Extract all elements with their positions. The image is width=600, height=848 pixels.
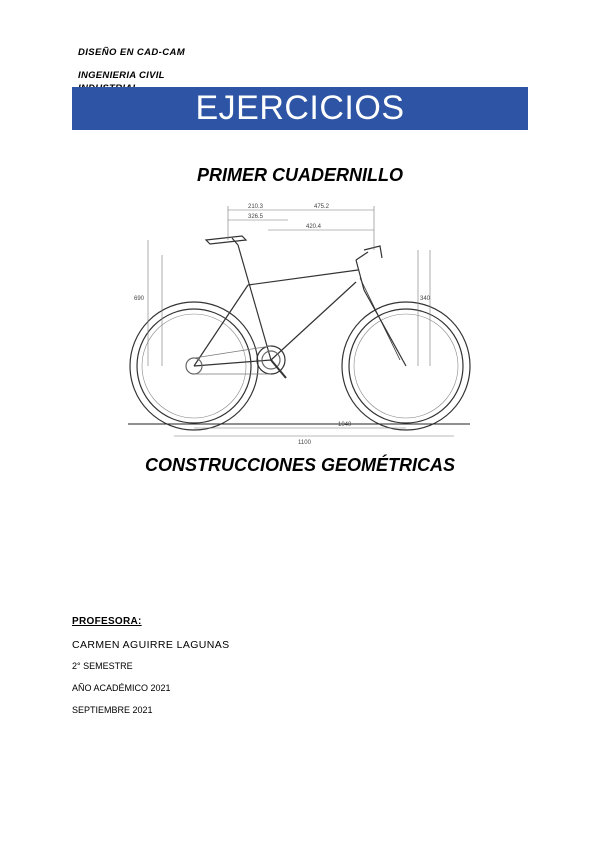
dim-label: 1100 — [298, 440, 311, 446]
academic-year-text: AÑO ACADÉMICO 2021 — [72, 683, 171, 693]
subtitle-primer-cuadernillo: PRIMER CUADERNILLO — [197, 165, 403, 185]
dim-label: 420.4 — [306, 224, 322, 230]
degree-name: INGENIERIA CIVIL — [78, 70, 165, 81]
down-tube — [271, 282, 356, 360]
professor-label: PROFESORA: — [72, 616, 142, 627]
dim-label: 326.5 — [248, 214, 264, 220]
dim-label: 475.2 — [314, 204, 330, 210]
top-tube — [248, 270, 358, 285]
dim-label: 340 — [420, 296, 431, 302]
subtitle-construcciones: CONSTRUCCIONES GEOMÉTRICAS — [144, 455, 456, 475]
seat-tube — [238, 245, 271, 360]
semester-text: 2° SEMESTRE — [72, 661, 133, 671]
saddle — [206, 236, 246, 244]
bicycle-technical-drawing — [118, 200, 490, 446]
course-name: DISEÑO EN CAD-CAM — [78, 47, 186, 58]
professor-name: CARMEN AGUIRRE LAGUNAS — [72, 639, 230, 651]
head-tube — [356, 260, 364, 290]
handlebar — [364, 246, 382, 258]
date-text: SEPTIEMBRE 2021 — [72, 705, 153, 715]
dim-label: 210.3 — [248, 204, 264, 210]
title-text: EJERCICIOS — [195, 89, 405, 127]
chainstay — [194, 360, 271, 366]
title-banner — [72, 87, 528, 130]
dim-label: 1040 — [338, 422, 352, 428]
dim-label: 690 — [134, 296, 145, 302]
